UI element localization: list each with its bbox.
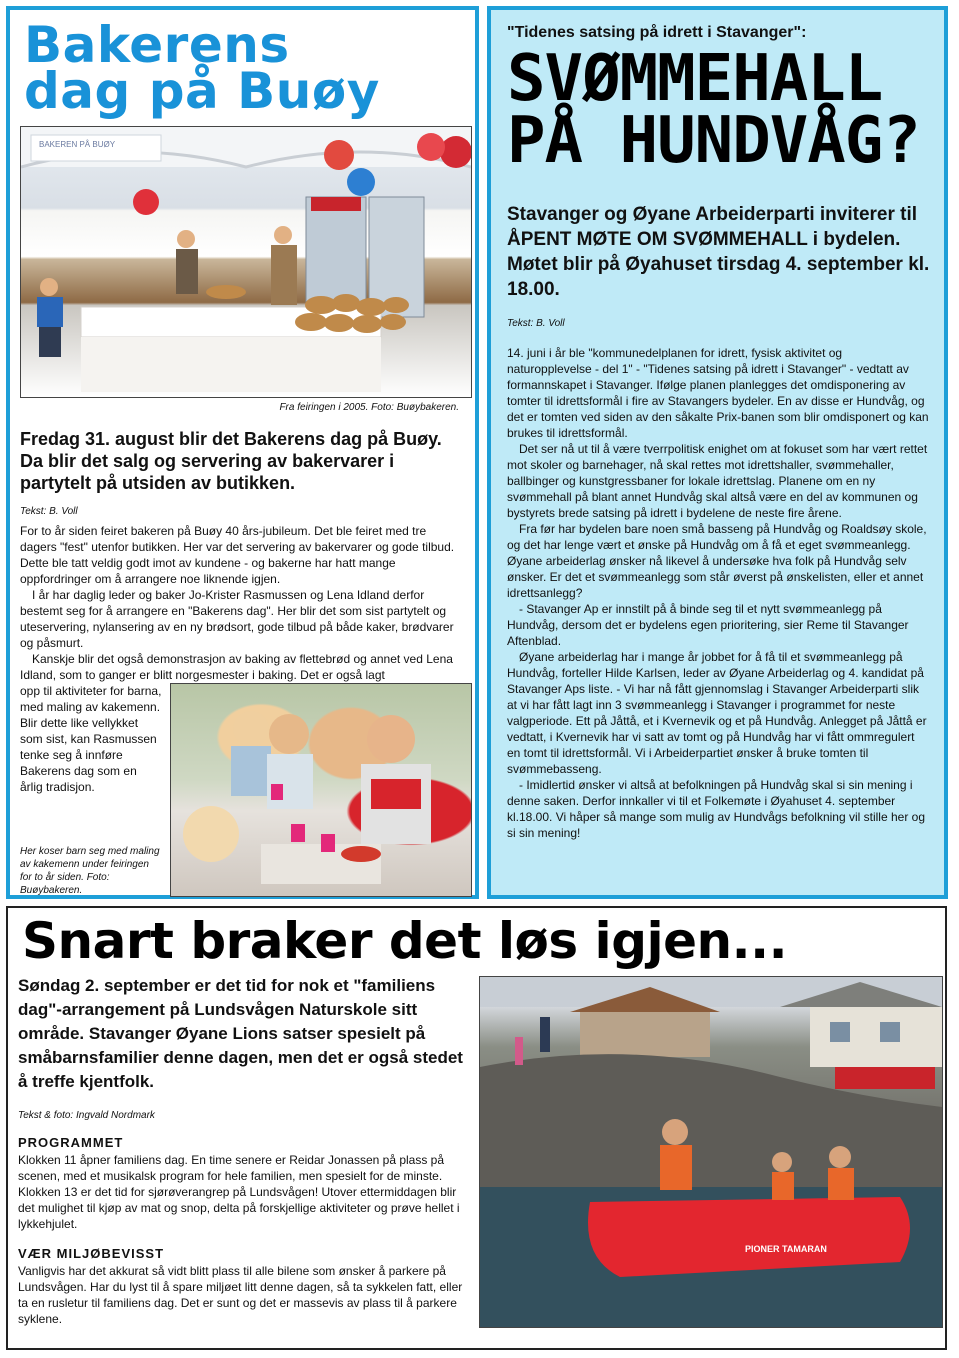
swim-headline-line2: PÅ HUNDVÅG? [507, 104, 920, 178]
environment-text: Vanligvis har det akkurat så vidt blitt plass til alle bilene som ønsker å parkere på Lundsvågen. Har du lyst til å spare miljøet litt denne dagen, så ta sykkelen fatt, eller ta en rusletur til familiens dag. Det er sunt og det er massevis av plass til å parkere syklene. [18, 1264, 463, 1326]
bakery-body [20, 523, 465, 683]
swim-headline-line1: SVØMMEHALL [507, 42, 883, 116]
kids-painting-photo [170, 683, 472, 897]
swim-headline [507, 42, 930, 178]
bakery-wrap-section [20, 683, 465, 897]
swim-paragraph: Øyane arbeiderlag har i mange år jobbet for å få til et svømmeanlegg på Hundvåg, forteller Hilde Karlsen, leder av Øyane Arbeiderlag og 4. kandidat på Stavanger Aps liste. - Vi har nå fått gjennomslag i Stavanger Arbeiderparti slik at vi har fått lagt inn 3 svømmeanlegg i Stavanger i programmet for neste valgperiode. Ett på Jåttå, et i Kvernevik og et på Hundvåg. Anlegget på Jåttå er vedtatt, i Kvernevik har vi satt av tomt og på Hundvåg har vi fått ommregulert en tomt til idrettsformål. Vi i Arbeiderpartiet ønsker å bruke tomten til svømmebasseng. [507, 650, 927, 776]
bakery-headline-line2: dag på Buøy [24, 62, 380, 120]
program-text: Klokken 11 åpner familiens dag. En time senere er Reidar Jonassen på plass på scenen, med et musikalsk program for hele familien, men spesielt for de minste. Klokken 13 er det tid for sjørøverangrep på Lundsvågen! Utover ettermiddagen blir det mulighet til kjøp av mat og snop, delta på forskjellige aktiviteter og prøve hellet i lykkehjulet. [18, 1153, 460, 1231]
pedal-boat-photo [479, 976, 943, 1328]
swim-paragraph: 14. juni i år ble "kommunedelplanen for idrett, fysisk aktivitet og naturopplevelse - del 1" - "Tidenes satsing på idrett i Stavanger" - vedtatt av formannskapet i Stavanger. Ifølge planen planlegges det omdisponering av tomter til idrettsformål i fire av Stavangers bydeler. En av disse er Hundvåg, og det er tomten ved siden av den såkalte Prix-banen som blir omdisponert og kan brukes til idrettsformål. [507, 346, 929, 440]
swim-body [507, 345, 930, 841]
boat-name-text: PIONER TAMARAN [745, 1244, 827, 1254]
bakery-article [6, 6, 479, 899]
bakery-paragraph: For to år siden feiret bakeren på Buøy 40 års-jubileum. Det ble feiret med tre dagers "fest" utenfor butikken. Her var det servering av bakervarer og gode tilbud. Dette ble tatt veldig godt imot av kundene - og bakerne har hatt mange oppfordringer om å arrangere noe liknende igjen. [20, 524, 455, 586]
bakery-byline: Tekst: B. Voll [20, 506, 78, 517]
swim-paragraph: Det ser nå ut til å være tverrpolitisk enighet om at fokuset som har vært rettet mot skoler og barnehager, nå skal rettes mot idrettshaller, svømmehaller, ballbinger og kunstgressbaner for lokale idrettslag. Planene om en ny svømmehall på blant annet Hundvåg skal altså være en del av kommunen og bystyrets brede satsing på idrett i bydelene de neste fire årene. [507, 442, 928, 520]
bakery-headline [24, 16, 465, 120]
family-day-lead: Søndag 2. september er det tid for nok et "familiens dag"-arrangement på Lundsvågen Naturskole sitt område. Stavanger Øyane Lions satser spesielt på småbarnsfamilier denne dagen, men det er også stedet å treffe kjentfolk. [18, 976, 463, 1091]
bakery-tent-photo [20, 126, 472, 398]
bakery-lead: Fredag 31. august blir det Bakerens dag på Buøy. Da blir det salg og servering av bakervarer i partytelt på utsiden av butikken. [20, 429, 442, 493]
swim-paragraph: - Imidlertid ønsker vi altså at befolkningen på Hundvåg skal si sin mening i denne saken. Derfor innkaller vi til et Folkemøte i Øyahuset 4. september kl.18.00. Vi håper så mange som mulig av Hundvågs befolkning vil stille her og si sin mening! [507, 778, 926, 840]
bakery-photo-caption: Fra feiringen i 2005. Foto: Buøybakeren. [279, 402, 459, 413]
bakery-headline-line1: Bakerens [24, 16, 290, 74]
swim-byline: Tekst: B. Voll [507, 318, 565, 329]
family-day-byline: Tekst & foto: Ingvald Nordmark [18, 1110, 155, 1121]
tent-banner-text: BAKEREN PÅ BUØY [39, 140, 116, 149]
family-day-text-column [18, 974, 468, 1327]
swim-intro: Stavanger og Øyane Arbeiderparti inviterer til ÅPENT MØTE OM SVØMMEHALL i bydelen. Møtet blir på Øyahuset tirsdag 4. september kl. 18.00. [507, 204, 930, 300]
swim-paragraph: - Stavanger Ap er innstilt på å binde seg til et nytt svømmeanlegg på Hundvåg, dersom det er bydelens egen prioritering, sier Reme til Stavanger Aftenblad. [507, 602, 909, 648]
family-day-headline: Snart braker det løs igjen... [22, 912, 788, 970]
swim-kicker: "Tidenes satsing på idrett i Stavanger": [507, 24, 807, 41]
environment-heading: VÆR MILJØBEVISST [18, 1246, 165, 1261]
bakery-paragraph: Kanskje blir det også demonstrasjon av baking av flettebrød og annet ved Lena Idland, som to ganger er blitt norgesmester i baking. Det er også lagt [20, 652, 453, 682]
bakery-wrap-text: opp til aktiviteter for barna, med maling av kakemenn. Blir dette like vellykket som sist, kan Rasmussen tenke seg å innføre Bakerens dag som en årlig tradisjon. [20, 684, 162, 794]
swim-paragraph: Fra før har bydelen bare noen små basseng på Hundvåg og Roaldsøy skole, og det har lenge vært et ønske på Hundvåg om å få et eget svømmeanlegg. Øyane arbeiderlag ønsker nå likevel å undersøke hva folk på Hundvåg selv ønsker. Er det et svømmeanlegg som står øverst på ønskelisten, eller et annet idrettsanlegg? [507, 522, 927, 600]
swimming-hall-article [487, 6, 948, 899]
program-heading: PROGRAMMET [18, 1135, 124, 1150]
bakery-paragraph: I år har daglig leder og baker Jo-Krister Rasmussen og Lena Idland derfor bestemt seg for å arrangere en "Bakerens dag". Her blir det som sist partytelt og uteservering, nylansering av en ny brødsort, gode tilbud på både kaker, brødvarer og påsmurt. [20, 588, 454, 650]
family-day-article [6, 906, 947, 1350]
kids-photo-caption: Her koser barn seg med maling av kakemenn under feiringen for to år siden. Foto: Buøybakeren. [20, 846, 160, 896]
